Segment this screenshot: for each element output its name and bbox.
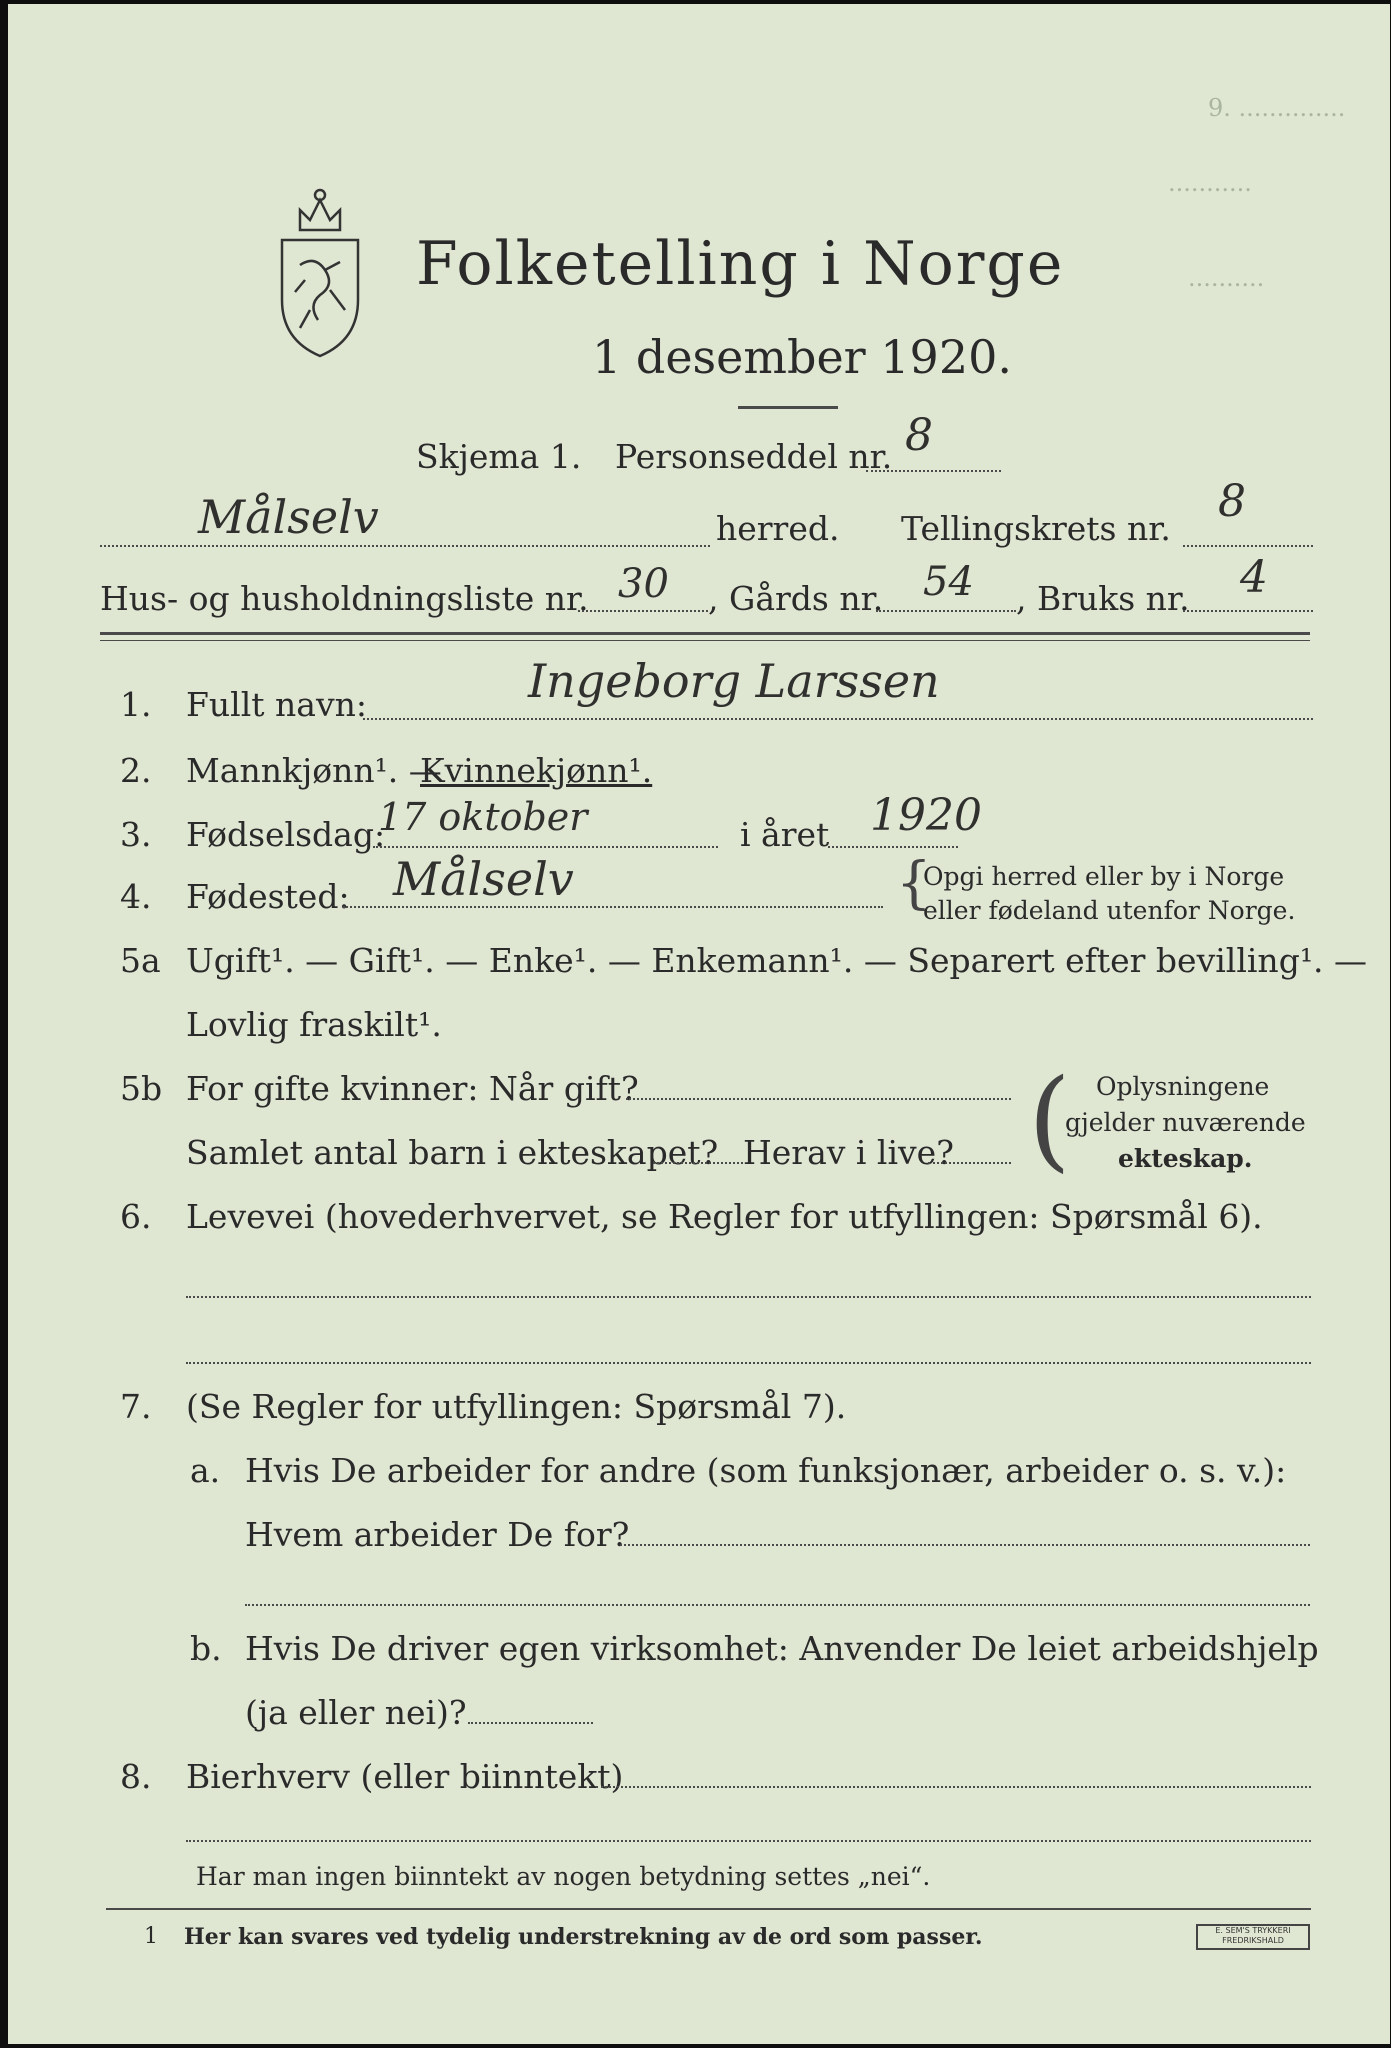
gards-label: , Gårds nr. xyxy=(708,579,884,618)
q7b-line2: (ja eller nei)? xyxy=(245,1693,467,1732)
hus-value[interactable]: 30 xyxy=(618,561,669,607)
q6-number: 6. xyxy=(120,1197,152,1236)
dotted-line xyxy=(928,1162,1011,1164)
q5b-when-married-label: For gifte kvinner: Når gift? xyxy=(186,1069,639,1108)
footnote-mark: 1 xyxy=(144,1924,158,1949)
title-divider xyxy=(738,406,838,409)
q6-answer-line[interactable] xyxy=(186,1296,1311,1298)
q5a-marital-options[interactable]: Ugift¹. — Gift¹. — Enke¹. — Enkemann¹. — Separert efter bevilling¹. — xyxy=(186,941,1368,980)
q5a-divorced-option[interactable]: Lovlig fraskilt¹. xyxy=(186,1005,442,1044)
dotted-line xyxy=(100,545,710,547)
q8-answer-line[interactable] xyxy=(186,1840,1311,1842)
footer-note: Har man ingen biinntekt av nogen betydning settes „nei“. xyxy=(196,1862,931,1891)
bleed-through-text: .......... xyxy=(1188,264,1265,292)
q5a-number: 5a xyxy=(120,941,161,980)
q7a-letter: a. xyxy=(190,1451,221,1490)
dotted-line xyxy=(1183,610,1313,612)
q2-number: 2. xyxy=(120,751,152,790)
q5b-note-line2: gjelder nuværende xyxy=(1065,1108,1306,1137)
tellingskrets-label: Tellingskrets nr. xyxy=(901,509,1171,548)
q1-full-name-value[interactable]: Ingeborg Larssen xyxy=(528,654,940,708)
dotted-line xyxy=(653,1162,743,1164)
q7a-answer-line[interactable] xyxy=(620,1544,1310,1546)
q4-note-line1: Opgi herred eller by i Norge xyxy=(923,862,1285,891)
q3-birthdate-value[interactable]: 17 oktober xyxy=(378,795,588,839)
q5b-note-line1: Oplysningene xyxy=(1096,1072,1270,1101)
form-title: Folketelling i Norge xyxy=(416,229,1065,299)
q3-label: Fødselsdag: xyxy=(186,815,386,854)
dotted-line xyxy=(626,1098,1011,1100)
q7b-line1: Hvis De driver egen virksomhet: Anvender De leiet arbeidshjelp xyxy=(245,1629,1319,1668)
q7a-answer-line[interactable] xyxy=(245,1604,1310,1606)
footnote-text: Her kan svares ved tydelig understrekning av de ord som passer. xyxy=(184,1924,983,1950)
form-date: 1 desember 1920. xyxy=(592,330,1012,384)
dotted-line xyxy=(373,846,718,848)
q7b-letter: b. xyxy=(190,1629,222,1668)
herred-label: herred. xyxy=(716,509,840,548)
dotted-line xyxy=(828,846,958,848)
norway-coat-of-arms-icon xyxy=(270,170,370,360)
q7a-line1: Hvis De arbeider for andre (som funksjonær, arbeider o. s. v.): xyxy=(245,1451,1287,1490)
herred-value[interactable]: Målselv xyxy=(198,490,379,544)
brace: { xyxy=(896,851,932,916)
bleed-through-text: 9. .............. xyxy=(1208,94,1346,122)
header-separator xyxy=(100,632,1310,635)
dotted-line xyxy=(578,610,708,612)
q1-label: Fullt navn: xyxy=(186,685,367,724)
footer-separator xyxy=(106,1908,1311,1910)
header-separator xyxy=(100,640,1310,641)
q5b-note-line3: ekteskap. xyxy=(1118,1144,1253,1173)
q5b-alive-label: Herav i live? xyxy=(743,1133,954,1172)
dotted-line xyxy=(343,906,883,908)
q7b-answer-line[interactable] xyxy=(468,1722,593,1724)
q3-number: 3. xyxy=(120,815,152,854)
q5b-number: 5b xyxy=(120,1069,163,1108)
tellingskrets-value[interactable]: 8 xyxy=(1218,476,1246,527)
census-form-sheet xyxy=(8,4,1390,2044)
personseddel-value[interactable]: 8 xyxy=(905,410,933,461)
q4-number: 4. xyxy=(120,877,152,916)
q8-answer-line[interactable] xyxy=(596,1786,1311,1788)
q4-birthplace-value[interactable]: Målselv xyxy=(393,852,574,906)
q8-number: 8. xyxy=(120,1757,152,1796)
bruks-value[interactable]: 4 xyxy=(1240,552,1268,603)
dotted-line xyxy=(876,610,1016,612)
q3-year-label: i året xyxy=(740,815,830,854)
printer-stamp: E. SEM'S TRYKKERI FREDRIKSHALD xyxy=(1196,1924,1310,1950)
q5b-children-label: Samlet antal barn i ekteskapet? xyxy=(186,1133,719,1172)
hus-label: Hus- og husholdningsliste nr. xyxy=(100,579,589,618)
q4-label: Fødested: xyxy=(186,877,350,916)
q2-male-option[interactable]: Mannkjønn¹. — xyxy=(186,751,442,790)
bruks-label: , Bruks nr. xyxy=(1016,579,1190,618)
q7-number: 7. xyxy=(120,1387,152,1426)
personseddel-label: Personseddel nr. xyxy=(615,437,893,476)
q7a-employer-label: Hvem arbeider De for? xyxy=(245,1515,630,1554)
bleed-through-text: ........... xyxy=(1168,169,1252,197)
dotted-line xyxy=(1183,545,1313,547)
schema-label: Skjema 1. xyxy=(416,437,582,476)
gards-value[interactable]: 54 xyxy=(923,559,974,605)
q7-label: (Se Regler for utfyllingen: Spørsmål 7). xyxy=(186,1387,847,1426)
q8-label: Bierhverv (eller biinntekt) xyxy=(186,1757,624,1796)
q3-year-value[interactable]: 1920 xyxy=(870,790,982,841)
dotted-line xyxy=(866,470,1001,472)
q6-label: Levevei (hovederhvervet, se Regler for utfyllingen: Spørsmål 6). xyxy=(186,1197,1263,1236)
q1-number: 1. xyxy=(120,685,152,724)
dotted-line xyxy=(363,718,1313,720)
q6-answer-line[interactable] xyxy=(186,1362,1311,1364)
q4-note-line2: eller fødeland utenfor Norge. xyxy=(923,896,1296,925)
brace: ( xyxy=(1028,1055,1071,1183)
q2-female-option[interactable]: Kvinnekjønn¹. xyxy=(420,751,653,790)
